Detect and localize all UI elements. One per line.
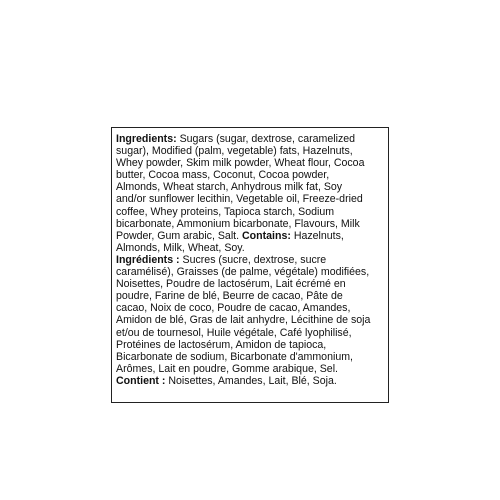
label-line	[116, 375, 388, 387]
label-line	[116, 193, 388, 205]
label-text: Almonds, Wheat starch, Anhydrous milk fat, Soy	[116, 181, 343, 194]
label-text: Whey powder, Skim milk powder, Wheat flour, Cocoa	[116, 157, 365, 170]
label-text: cacao, Noix de coco, Poudre de cacao, Amandes,	[116, 302, 351, 315]
english-ingredients-heading: Ingredients:	[116, 133, 177, 145]
label-line	[116, 314, 388, 326]
label-text: Noisettes, Poudre de lactosérum, Lait écrémé en	[116, 278, 346, 291]
label-text: Amidon de blé, Gras de lait anhydre, Lécithine de soja	[116, 314, 371, 327]
label-text: Protéines de lactosérum, Amidon de tapioca,	[116, 338, 327, 351]
label-line	[116, 351, 388, 363]
label-text: caramélisé), Graisses (de palme, végétale) modifiées,	[116, 266, 370, 279]
label-line	[116, 218, 388, 230]
label-text: sugar), Modified (palm, vegetable) fats, Hazelnuts,	[116, 145, 353, 158]
label-text: butter, Cocoa mass, Coconut, Cocoa powder,	[116, 169, 330, 182]
label-line	[116, 133, 388, 145]
label-line	[116, 169, 388, 181]
label-text: coffee, Whey proteins, Tapioca starch, Sodium	[116, 205, 335, 218]
label-text: Noisettes, Amandes, Lait, Blé, Soja.	[165, 374, 337, 387]
label-line	[116, 302, 388, 314]
label-text: Powder, Gum arabic, Salt.	[116, 229, 243, 242]
french-contains-heading: Contient :	[116, 374, 166, 387]
label-text: and/or sunflower lecithin, Vegetable oil, Freeze-dried	[116, 193, 363, 206]
label-line	[116, 363, 388, 375]
label-text: Hazelnuts,	[290, 229, 344, 242]
ingredients-label-box	[111, 127, 389, 403]
label-line	[116, 206, 388, 218]
label-line	[116, 242, 388, 254]
label-line	[116, 339, 388, 351]
label-text: Bicarbonate de sodium, Bicarbonate d'ammonium,	[116, 350, 353, 363]
label-text: Sugars (sugar, dextrose, caramelized	[176, 133, 356, 145]
label-line	[116, 181, 388, 193]
label-text: poudre, Farine de blé, Beurre de cacao, Pâte de	[116, 290, 343, 303]
label-line	[116, 278, 388, 290]
label-text: bicarbonate, Ammonium bicarbonate, Flavours, Milk	[116, 217, 360, 230]
label-text: Sucres (sucre, dextrose, sucre	[179, 253, 327, 266]
label-line	[116, 266, 388, 278]
label-line	[116, 230, 388, 242]
label-line	[116, 145, 388, 157]
label-line	[116, 254, 388, 266]
label-text: et/ou de tournesol, Huile végétale, Café lyophilisé,	[116, 326, 352, 339]
label-text: Almonds, Milk, Wheat, Soy.	[116, 241, 245, 254]
label-line	[116, 327, 388, 339]
label-line	[116, 157, 388, 169]
label-line	[116, 290, 388, 302]
english-contains-heading: Contains:	[242, 229, 291, 242]
french-ingredients-heading: Ingrédients :	[116, 253, 180, 266]
label-text: Arômes, Lait en poudre, Gomme arabique, Sel.	[116, 362, 338, 375]
